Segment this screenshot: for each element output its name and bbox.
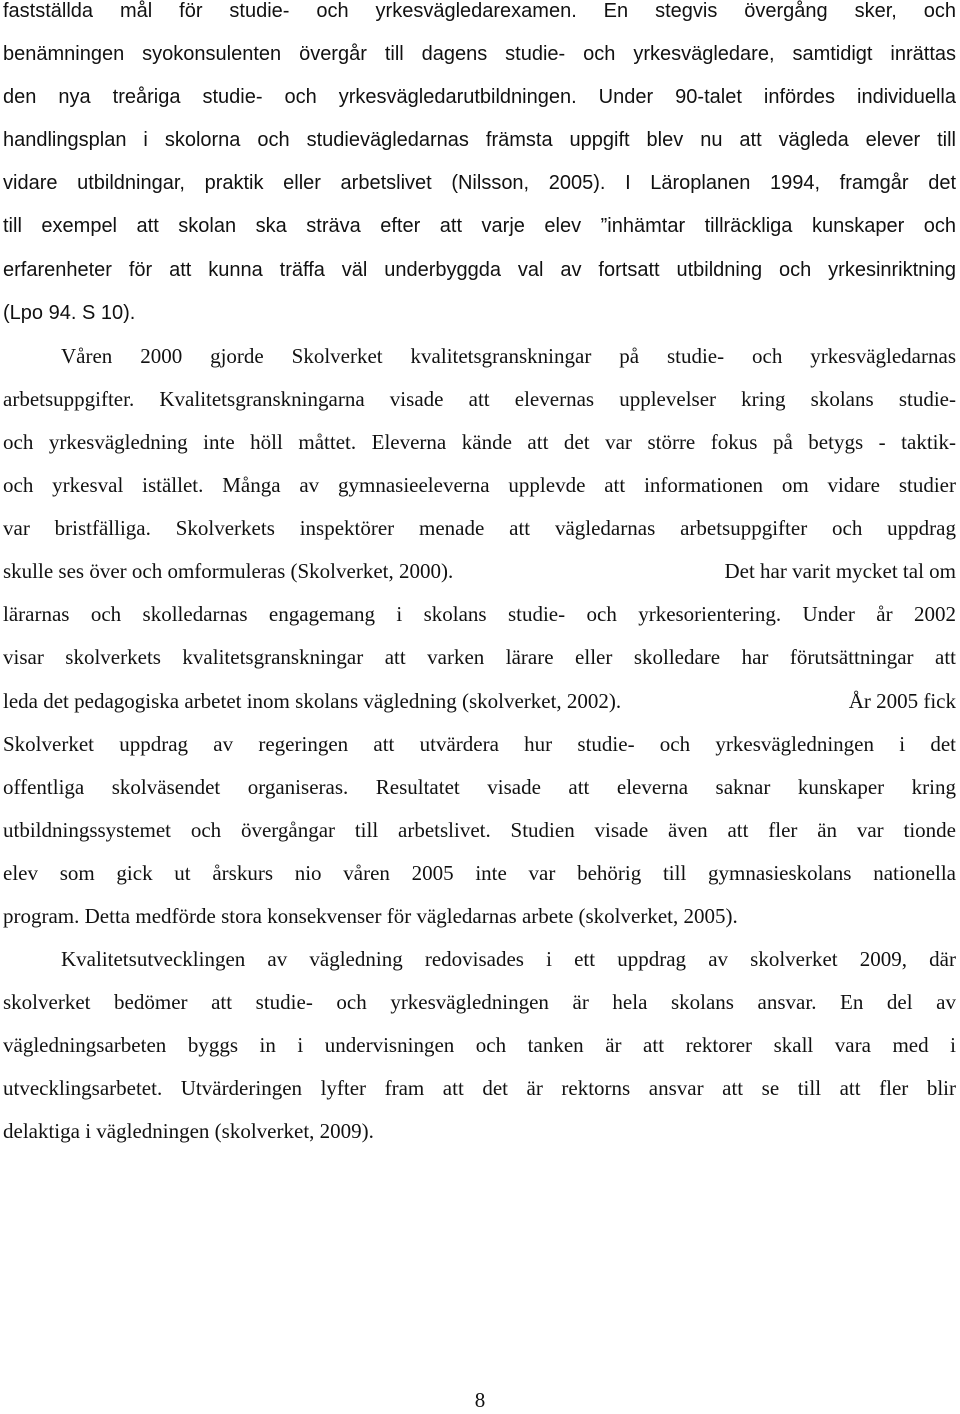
text-line: vägledningsarbeten byggs in i undervisningen och tanken är att rektorer skall vara med i [3, 1033, 956, 1058]
text-line: elev som gick ut årskurs nio våren 2005 inte var behörig till gymnasieskolans nationella [3, 860, 956, 885]
text-line [3, 680, 956, 723]
text-line: fastställda mål för studie- och yrkesvägledarexamen. En stegvis övergång sker, och [3, 0, 956, 22]
text-line: (Lpo 94. S 10). [3, 301, 136, 324]
text-line: benämningen syokonsulenten övergår till dagens studie- och yrkesvägledare, samtidigt inrättas [3, 43, 956, 66]
text-segment: leda det pedagogiska arbetet inom skolans vägledning (skolverket, 2002). [3, 688, 622, 713]
text-line: visar skolverkets kvalitetsgranskningar att varken lärare eller skolledare har förutsättningar att [3, 645, 956, 670]
text-line: utbildningssystemet och övergångar till arbetslivet. Studien visade även att fler än var tionde [3, 817, 956, 842]
text-line: program. Detta medförde stora konsekvenser för vägledarnas arbete (skolverket, 2005). [3, 903, 738, 928]
text-line: offentliga skolväsendet organiseras. Resultatet visade att eleverna saknar kunskaper kring [3, 774, 956, 799]
text-line: skolverket bedömer att studie- och yrkesvägledningen är hela skolans ansvar. En del av [3, 990, 956, 1015]
body-text [3, 0, 956, 1154]
text-line: vidare utbildningar, praktik eller arbetslivet (Nilsson, 2005). I Läroplanen 1994, framgår det [3, 172, 956, 195]
text-line: och yrkesval istället. Många av gymnasieeleverna upplevde att informationen om vidare studier [3, 473, 956, 498]
text-line [3, 550, 956, 593]
text-line: den nya treåriga studie- och yrkesvägledarutbildningen. Under 90-talet infördes individuella [3, 86, 956, 109]
text-line: delaktiga i vägledningen (skolverket, 2009). [3, 1119, 374, 1144]
text-segment: Det har varit mycket tal om [724, 559, 956, 584]
text-line: erfarenheter för att kunna träffa väl underbyggda val av fortsatt utbildning och yrkesinriktning [3, 258, 956, 281]
text-line: Skolverket uppdrag av regeringen att utvärdera hur studie- och yrkesvägledningen i det [3, 731, 956, 756]
text-segment: skulle ses över och omformuleras (Skolverket, 2000). [3, 559, 454, 584]
text-line: till exempel att skolan ska sträva efter att varje elev ”inhämtar tillräckliga kunskaper och [3, 215, 956, 238]
text-line: handlingsplan i skolorna och studievägledarnas främsta uppgift blev nu att vägleda elever till [3, 129, 956, 152]
paragraph-first-line: Kvalitetsutvecklingen av vägledning redovisades i ett uppdrag av skolverket 2009, där [61, 947, 956, 972]
paragraph-first-line: Våren 2000 gjorde Skolverket kvalitetsgranskningar på studie- och yrkesvägledarnas [61, 343, 956, 368]
text-line: var bristfälliga. Skolverkets inspektörer menade att vägledarnas arbetsuppgifter och uppdrag [3, 516, 956, 541]
text-segment: År 2005 fick [848, 688, 956, 713]
text-line: och yrkesvägledning inte höll måttet. Eleverna kände att det var större fokus på betygs - taktik- [3, 429, 956, 454]
page-number: 8 [474, 1388, 486, 1412]
text-line: utvecklingsarbetet. Utvärderingen lyfter fram att det är rektorns ansvar att se till att fler blir [3, 1076, 956, 1101]
text-line: lärarnas och skolledarnas engagemang i skolans studie- och yrkesorientering. Under år 2002 [3, 602, 956, 627]
text-line: arbetsuppgifter. Kvalitetsgranskningarna visade att elevernas upplevelser kring skolans studie- [3, 386, 956, 411]
